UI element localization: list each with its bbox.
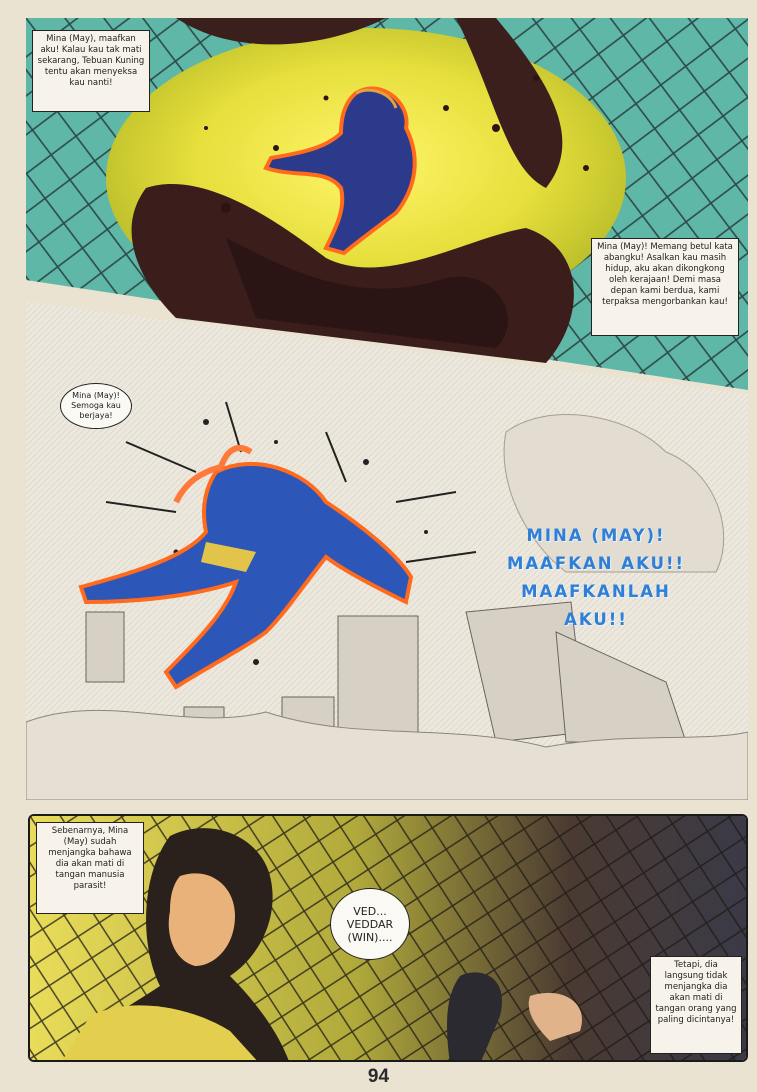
caption-right: Mina (May)! Memang betul kata abangku! Asalkan kau masih hidup, aku akan dikongkong oleh kerajaan! Demi masa depan kami berdua, kami terpaksa mengorbankan kau!: [591, 238, 739, 336]
shout-line-4: AKU!!: [564, 610, 628, 629]
shout-line-3: MAAFKANLAH: [521, 582, 671, 601]
shout-line-2: MAAFKAN AKU!!: [506, 554, 686, 573]
caption-right-bottom: Tetapi, dia langsung tidak menjangka dia akan mati di tangan orang yang paling dicintanya!: [650, 956, 742, 1054]
speech-bubble-veddar-text: VED... VEDDAR (WIN)....: [346, 904, 394, 944]
caption-left: Sebenarnya, Mina (May) sudah menjangka bahawa dia akan mati di tangan manusia parasit!: [36, 822, 144, 914]
shout-text: [496, 522, 696, 634]
shout-line-1: MINA (MAY)!: [526, 526, 666, 545]
caption-top-left: Mina (May), maafkan aku! Kalau kau tak mati sekarang, Tebuan Kuning tentu akan menyeksa kau nanti!: [32, 30, 150, 112]
panel-3: [28, 814, 748, 1062]
page-number: 94: [367, 1066, 390, 1087]
panel-2: [26, 302, 748, 800]
speech-bubble-veddar: [330, 888, 410, 960]
speech-bubble-text: Mina (May)! Semoga kau berjaya!: [71, 391, 121, 420]
speech-bubble: [60, 383, 132, 429]
